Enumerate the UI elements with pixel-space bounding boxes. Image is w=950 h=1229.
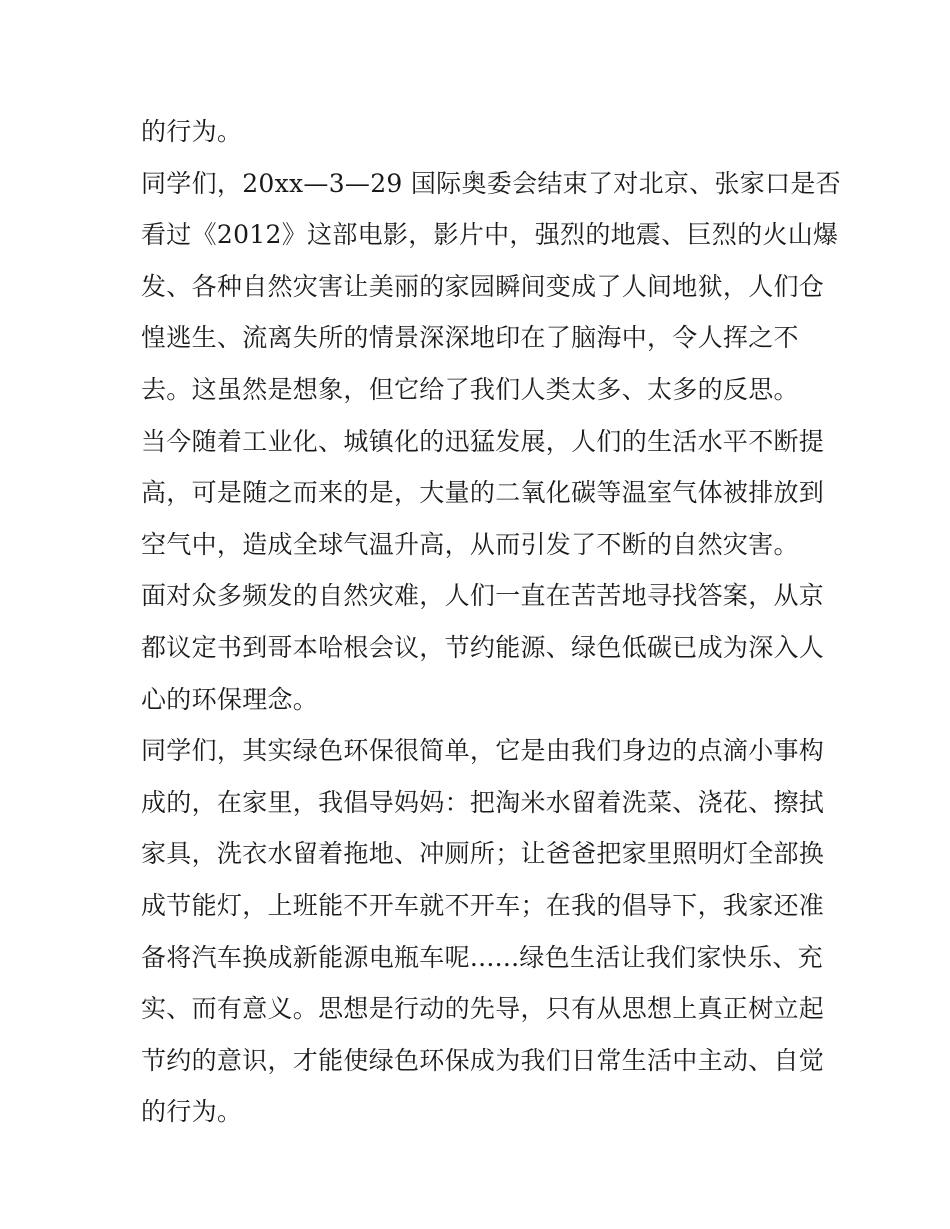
text-line: 面对众多频发的自然灾难，人们一直在苦苦地寻找答案，从京 — [141, 581, 825, 611]
text-line: 成的，在家里，我倡导妈妈：把淘米水留着洗菜、浇花、擦拭 — [141, 787, 825, 817]
text-line: 空气中，造成全球气温升高，从而引发了不断的自然灾害。 — [141, 529, 799, 559]
text-line: 的行为。 — [141, 1097, 243, 1127]
text-line: 去。这虽然是想象，但它给了我们人类太多、太多的反思。 — [141, 374, 799, 404]
text-line: 实、而有意义。思想是行动的先导，只有从思想上真正树立起 — [141, 994, 825, 1024]
text-line: 高，可是随之而来的是，大量的二氧化碳等温室气体被排放到 — [141, 478, 825, 508]
text-line: 家具，洗衣水留着拖地、冲厕所；让爸爸把家里照明灯全部换 — [141, 839, 825, 869]
text-line: 的行为。 — [141, 117, 243, 146]
body-text — [141, 106, 841, 1138]
text-line: 节约的意识，才能使绿色环保成为我们日常生活中主动、自觉 — [141, 1045, 825, 1075]
text-line: 同学们，其实绿色环保很简单，它是由我们身边的点滴小事构 — [141, 736, 825, 766]
text-line: 惶逃生、流离失所的情景深深地印在了脑海中，令人挥之不 — [141, 323, 799, 353]
text-line: 心的环保理念。 — [141, 684, 319, 714]
text-line: 备将汽车换成新能源电瓶车呢......绿色生活让我们家快乐、充 — [141, 942, 823, 972]
text-line: 当今随着工业化、城镇化的迅猛发展，人们的生活水平不断提 — [141, 426, 825, 456]
text-line: 同学们，20xx—3—29 国际奥委会结束了对北京、张家口是否 — [141, 168, 841, 198]
text-line: 看过《2012》这部电影，影片中，强烈的地震、巨烈的火山爆 — [141, 220, 839, 250]
text-line: 成节能灯，上班能不开车就不开车；在我的倡导下，我家还准 — [141, 890, 825, 920]
text-line: 都议定书到哥本哈根会议，节约能源、绿色低碳已成为深入人 — [141, 632, 825, 662]
text-line: 发、各种自然灾害让美丽的家园瞬间变成了人间地狱，人们仓 — [141, 271, 825, 301]
